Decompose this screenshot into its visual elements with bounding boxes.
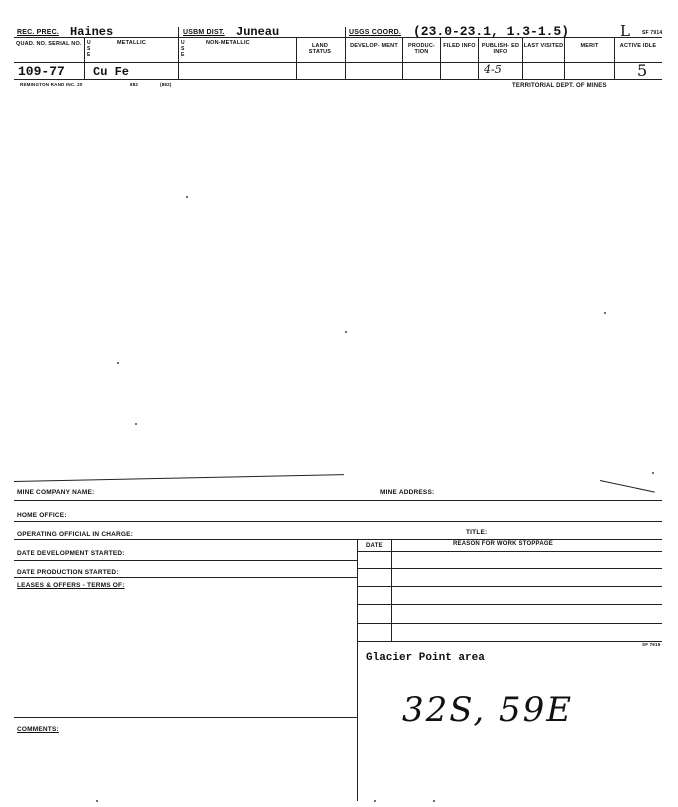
usgs-coord-value: (23.0-23.1, 1.3-1.5) [413, 24, 570, 39]
operating-official-label: OPERATING OFFICIAL IN CHARGE: [17, 531, 134, 538]
reason-column-header: REASON FOR WORK STOPPAGE [453, 541, 553, 547]
usgs-coord-label: USGS COORD. [349, 29, 401, 36]
col-land-status: LAND STATUS [308, 43, 332, 55]
record-active-idle: 5 [637, 61, 648, 80]
location-note: Glacier Point area [366, 652, 485, 664]
mine-company-label: MINE COMPANY NAME: [17, 489, 95, 496]
title-label: TITLE: [466, 529, 488, 536]
date-production-label: DATE PRODUCTION STARTED: [17, 569, 119, 576]
printer-imprint: REMINGTON RAND INC. 20 [20, 82, 83, 87]
record-number: 109-77 [18, 64, 65, 79]
col-development: DEVELOP- MENT [350, 43, 398, 49]
col-merit: MERIT [580, 43, 599, 49]
col-serial-no: SERIAL NO. [48, 41, 82, 47]
printer-code-2: (882) [160, 82, 172, 87]
corner-mark: L [620, 22, 630, 40]
mine-address-label: MINE ADDRESS: [380, 489, 435, 496]
col-active-idle: ACTIVE IDLE [619, 43, 657, 49]
date-development-label: DATE DEVELOPMENT STARTED: [17, 550, 125, 557]
leases-label: LEASES & OFFERS - TERMS OF: [17, 582, 125, 589]
col-production: PRODUC- TION [407, 43, 436, 55]
col-last-visited: LAST VISITED [523, 43, 564, 49]
handwritten-code: 32S, 59E [402, 690, 574, 730]
home-office-label: HOME OFFICE: [17, 512, 67, 519]
date-column-header: DATE [366, 543, 383, 549]
form-code-2: SF 7915 [642, 642, 661, 647]
usbm-dist-value: Juneau [236, 25, 280, 39]
form-code: SF 7914 [642, 30, 663, 36]
col-quad-no: QUAD. NO. [16, 41, 47, 47]
col-use-nonmetallic: U S E [181, 40, 185, 58]
col-nonmetallic: NON-METALLIC [206, 40, 250, 46]
record-published-info: 4-5 [484, 63, 502, 76]
col-published-info: PUBLISH- ED INFO [481, 43, 520, 55]
col-filed-info: FILED INFO [443, 43, 476, 49]
rec-prec-label: REC. PREC. [17, 29, 60, 36]
comments-label: COMMENTS: [17, 726, 59, 733]
printer-code-1: 882 [130, 82, 139, 87]
col-metallic: METALLIC [117, 40, 146, 46]
record-metallic: Cu Fe [93, 65, 130, 79]
col-use-metallic: U S E [87, 40, 91, 58]
usbm-dist-label: USBM DIST. [183, 29, 225, 36]
rec-prec-value: Haines [70, 25, 114, 39]
department-imprint: TERRITORIAL DEPT. OF MINES [512, 83, 607, 89]
